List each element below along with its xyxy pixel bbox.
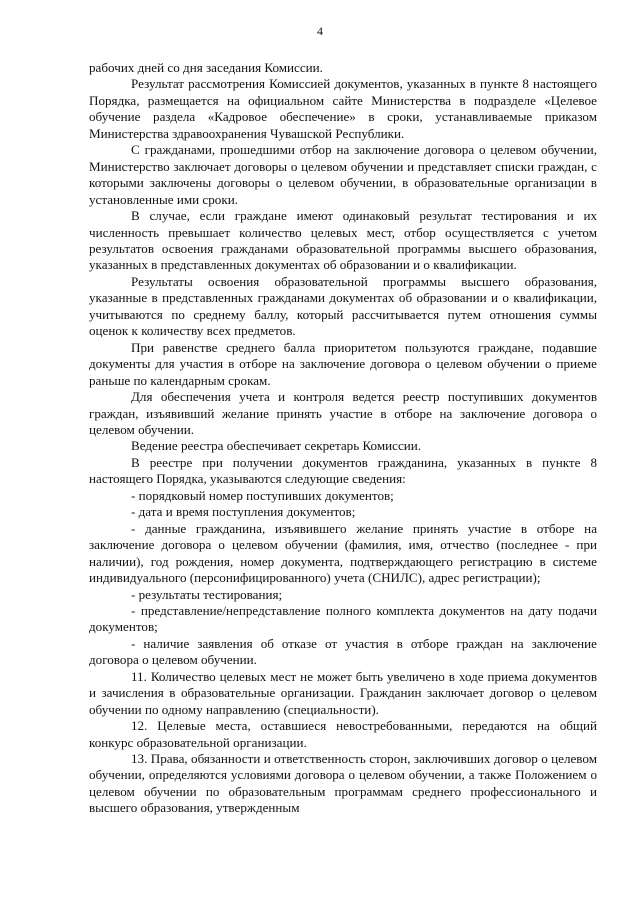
paragraph: В реестре при получении документов гражданина, указанных в пункте 8 настоящего Порядка, указываются следующие сведения: [89,454,597,487]
paragraph: При равенстве среднего балла приоритетом пользуются граждане, подавшие документы для участия в отборе на заключение договора о целевом обучении о приеме раньше по календарным срокам. [89,339,597,388]
document-body [89,60,597,817]
paragraph: 12. Целевые места, оставшиеся невостребованными, передаются на общий конкурс образовательной организации. [89,718,597,750]
paragraph: Ведение реестра обеспечивает секретарь Комиссии. [131,438,422,454]
paragraph: С гражданами, прошедшими отбор на заключение договора о целевом обучении, Министерство заключает договоры о целевом обучении и представляет списки граждан, с которыми заключены договоры о целевом обучении, в образовательные организации в установленные ими сроки. [89,142,597,207]
paragraph: В случае, если граждане имеют одинаковый результат тестирования и их численность превышает количество целевых мест, отбор осуществляется с учетом результатов освоения гражданами образовательной программы высшего образования, указанных в представленных документах об образовании и о квалификации. [89,208,597,273]
paragraph: - представление/непредставление полного комплекта документов на дату подачи документов; [89,602,597,635]
paragraph: - данные гражданина, изъявившего желание принять участие в отборе на заключение договора о целевом обучении (фамилия, имя, отчество (последнее - при наличии), год рождения, номер документа, подтверждающего регистрацию в системе индивидуального (персонифицированного) учета (СНИЛС), адрес регистрации); [89,520,597,586]
paragraph: 11. Количество целевых мест не может быть увеличено в ходе приема документов и зачисления в образовательные организации. Гражданин заключает договор о целевом обучении по одному направлению (специальности). [89,668,597,717]
paragraph: Для обеспечения учета и контроля ведется реестр поступивших документов граждан, изъявивший желание принять участие в отборе на заключение договора о целевом обучении. [89,389,597,437]
paragraph: рабочих дней со дня заседания Комиссии. [89,60,323,75]
paragraph: - результаты тестирования; [131,586,283,602]
paragraph: Результат рассмотрения Комиссией документов, указанных в пункте 8 настоящего Порядка, размещается на официальном сайте Министерства в подразделе «Целевое обучение раздела «Кадровое обеспечение» в сроки, устанавливаемые приказом Министерства здравоохранения Чувашской Республики. [89,76,597,141]
paragraph: - порядковый номер поступивших документов; [131,487,394,503]
page-number: 4 [317,24,323,38]
paragraph: Результаты освоения образовательной программы высшего образования, указанные в представленных гражданами документах об образовании и о квалификации, учитываются по среднему баллу, который рассчитывается путем отношения суммы оценок к количеству всех предметов. [89,273,597,339]
paragraph: 13. Права, обязанности и ответственность сторон, заключивших договор о целевом обучении, определяются условиями договора о целевом обучении, а также Положением о целевом обучении по образовательным программам среднего профессионального и высшего образования, утвержденным [89,751,597,816]
paragraph: - дата и время поступления документов; [131,504,356,520]
paragraph: - наличие заявления об отказе от участия в отборе граждан на заключение договора о целевом обучении. [89,635,597,668]
